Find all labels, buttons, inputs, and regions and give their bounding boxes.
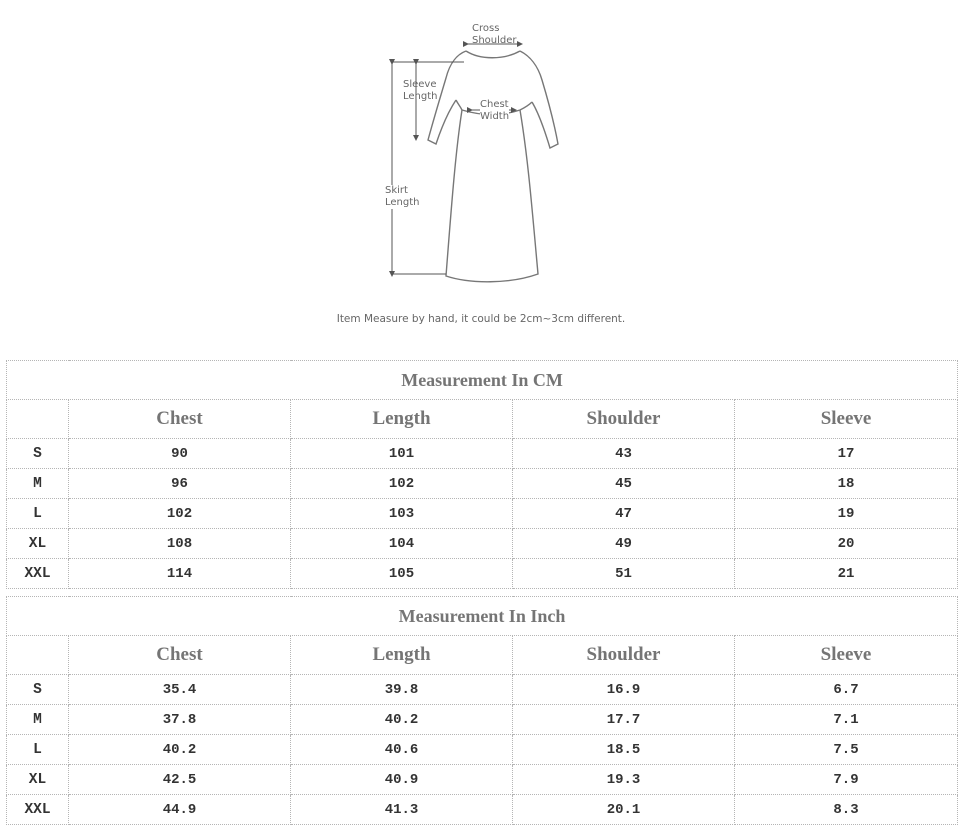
table-row [7,469,958,499]
table-cell: 20.1 [513,795,735,825]
table-cell: 101 [291,439,513,469]
table-cell: 8.3 [735,795,958,825]
column-header-sleeve: Sleeve [735,636,958,675]
table-cell: 42.5 [69,765,291,795]
size-label: XL [7,529,69,559]
size-label: S [7,675,69,705]
table-row [7,765,958,795]
size-label: L [7,735,69,765]
table-cell: 21 [735,559,958,589]
table-header-row [7,400,958,439]
table-row [7,499,958,529]
dress-outline-icon [370,18,590,298]
table-title-row [7,361,958,400]
table-cell: 105 [291,559,513,589]
table-title-row [7,597,958,636]
table-row [7,705,958,735]
table-cell: 102 [69,499,291,529]
table-cell: 40.6 [291,735,513,765]
table-cell: 49 [513,529,735,559]
header-empty-cell [7,636,69,675]
column-header-shoulder: Shoulder [513,636,735,675]
garment-measurement-diagram [370,18,590,298]
measurement-table-inch [6,596,958,825]
table-title: Measurement In CM [7,361,958,400]
table-cell: 20 [735,529,958,559]
table-cell: 17.7 [513,705,735,735]
table-cell: 6.7 [735,675,958,705]
cross-shoulder-label: Cross Shoulder [472,23,517,46]
table-cell: 37.8 [69,705,291,735]
table-row [7,529,958,559]
table-cell: 47 [513,499,735,529]
column-header-chest: Chest [69,636,291,675]
table-cell: 18.5 [513,735,735,765]
sleeve-length-label: Sleeve Length [403,79,438,102]
table-cell: 40.2 [291,705,513,735]
table-cell: 40.9 [291,765,513,795]
size-label: XL [7,765,69,795]
table-row [7,675,958,705]
table-title: Measurement In Inch [7,597,958,636]
skirt-length-label: Skirt Length [385,185,420,208]
table-cell: 16.9 [513,675,735,705]
table-row [7,439,958,469]
table-cell: 19 [735,499,958,529]
size-label: XXL [7,559,69,589]
table-cell: 43 [513,439,735,469]
table-cell: 102 [291,469,513,499]
table-cell: 18 [735,469,958,499]
table-cell: 90 [69,439,291,469]
table-cell: 35.4 [69,675,291,705]
column-header-shoulder: Shoulder [513,400,735,439]
column-header-length: Length [291,400,513,439]
size-label: M [7,705,69,735]
measurement-note: Item Measure by hand, it could be 2cm~3cm different. [336,313,626,325]
table-cell: 41.3 [291,795,513,825]
size-label: L [7,499,69,529]
table-cell: 7.9 [735,765,958,795]
table-cell: 7.1 [735,705,958,735]
table-row [7,735,958,765]
column-header-sleeve: Sleeve [735,400,958,439]
header-empty-cell [7,400,69,439]
column-header-length: Length [291,636,513,675]
table-cell: 51 [513,559,735,589]
table-cell: 40.2 [69,735,291,765]
table-header-row [7,636,958,675]
table-cell: 7.5 [735,735,958,765]
table-cell: 114 [69,559,291,589]
table-row [7,795,958,825]
chest-width-label: Chest Width [480,99,510,122]
table-cell: 103 [291,499,513,529]
size-label: XXL [7,795,69,825]
table-cell: 104 [291,529,513,559]
table-cell: 39.8 [291,675,513,705]
measurement-table-cm [6,360,958,589]
column-header-chest: Chest [69,400,291,439]
size-label: M [7,469,69,499]
table-row [7,559,958,589]
table-cell: 45 [513,469,735,499]
size-label: S [7,439,69,469]
table-cell: 17 [735,439,958,469]
table-cell: 96 [69,469,291,499]
table-cell: 19.3 [513,765,735,795]
table-cell: 44.9 [69,795,291,825]
table-cell: 108 [69,529,291,559]
